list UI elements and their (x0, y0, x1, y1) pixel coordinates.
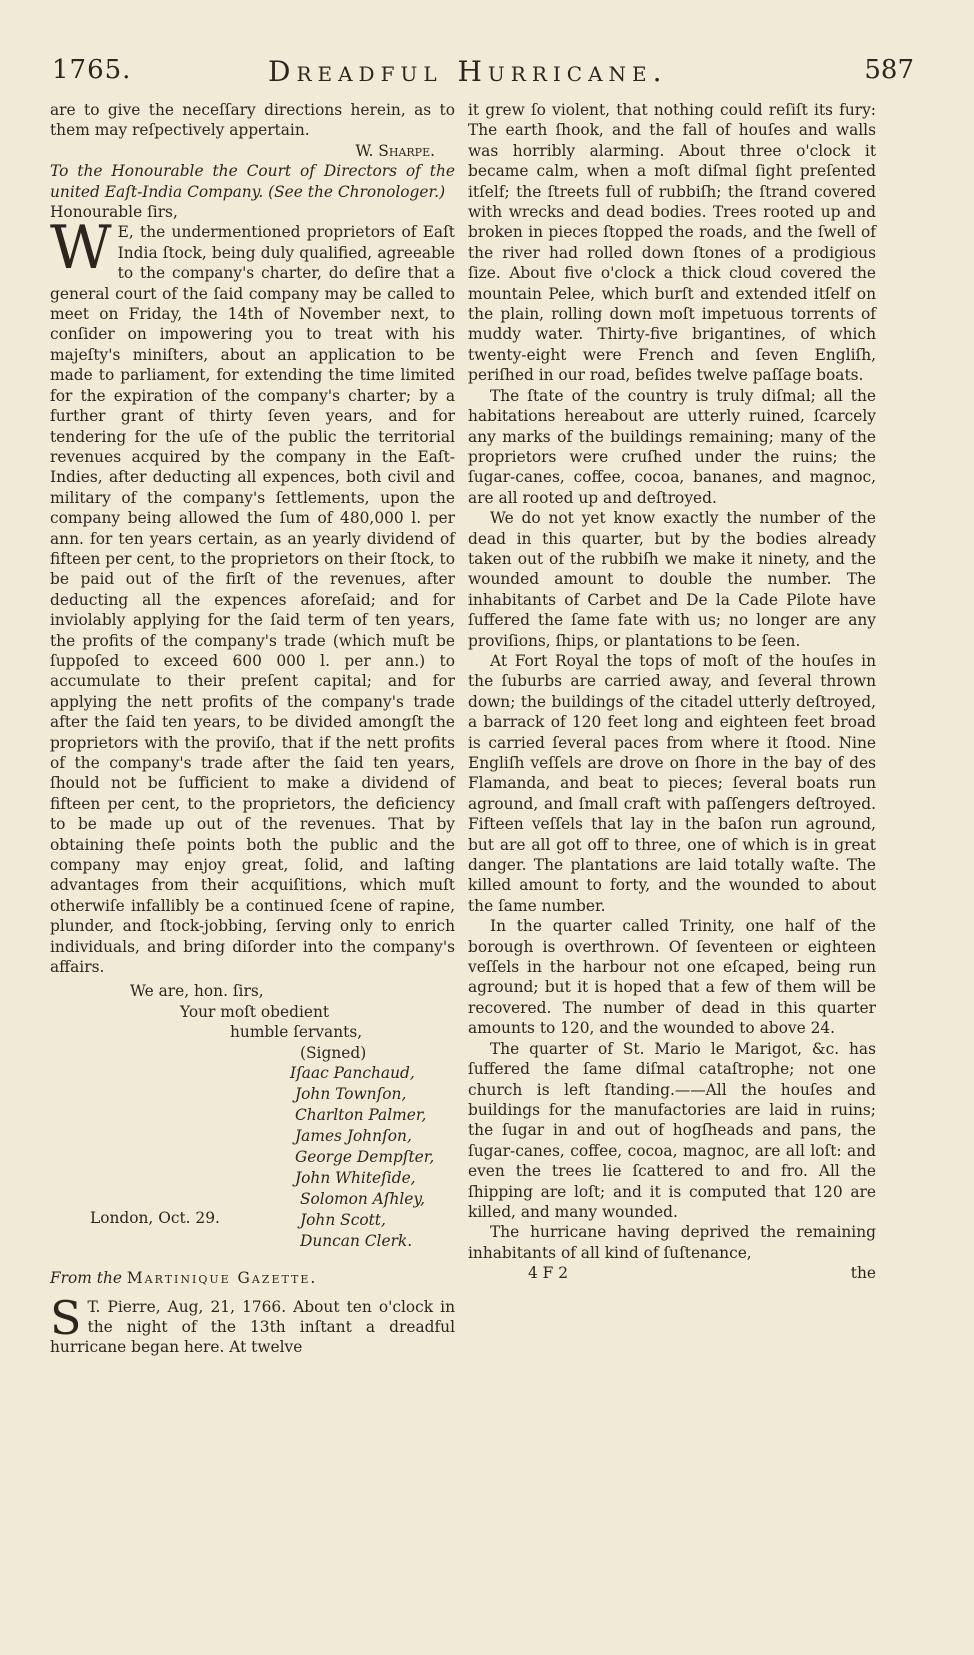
signatory-name: John Scott, (300, 1211, 386, 1230)
signature-mark: 4 F 2 (528, 1264, 569, 1283)
closing-line: humble ſervants, (230, 1023, 363, 1042)
header-title: Dreadful Hurricane. (268, 55, 668, 88)
intro-signature: W. Sharpe. (355, 141, 435, 160)
paragraph: The ſtate of the country is truly diſmal; all the habitations hereabout are utterly ruined, ſcarcely any marks of the buildings remaining; many of the proprietors were cruſhed under the ruins; the ſugar-canes, coffee, cocoa, bananes, and magnoc, are all rooted up and deſtroyed. (468, 386, 876, 507)
header-year: 1765. (52, 55, 132, 85)
signatory-name: John Townſon, (295, 1085, 407, 1104)
gazette-from: From the (50, 1269, 122, 1288)
paragraph: The quarter of St. Mario le Marigot, &c. has ſuffered the ſame diſmal cataſtrophe; not one church is left ſtanding.——All the houſes and buildings for the manufactories are laid in ruins; the ſugar in and out of hogſheads and pans, the ſugar-canes, coffee, cocoa, magnoc, are all loſt: and even the trees lie ſcattered to and fro. All the ſhipping are loſt; and it is computed that 120 are killed, and many wounded. (468, 1039, 876, 1221)
letter-body (50, 213, 455, 977)
gazette-heading (50, 1268, 455, 1288)
paragraph: it grew ſo violent, that nothing could reſiſt its fury: The earth ſhook, and the fall of houſes and walls was horribly alarming. About three o'clock it became calm, when a moſt diſmal ſight preſented itſelf; the ſtreets full of rubbiſh; the ſtrand covered with wrecks and dead bodies. Trees rooted up and broken in pieces ſtopped the roads, and the ſwell of the river had rolled down ſtones of a prodigious ſize. About five o'clock a thick cloud covered the mountain Pelee, which burſt and extended itſelf on the plain, rolling down moſt impetuous torrents of muddy water. Thirty-five brigantines, of which twenty-eight were French and ſeven Engliſh, periſhed in our road, beſides twelve paſſage boats. (468, 101, 876, 385)
running-header (48, 55, 926, 103)
closing-line: We are, hon. ſirs, (130, 982, 264, 1001)
gazette-body-text: T. Pierre, Aug, 21, 1766. About ten o'clock in the night of the 13th inſtant a dreadful hurricane began here. At twelve (50, 1297, 455, 1357)
letter-body-text: E, the undermentioned proprietors of Eaſt India ſtock, being duly qualified, agreeable to the company's charter, do deſire that a general court of the ſaid company may be called to meet on Friday, the 14th of November next, to conſider on impowering you to treat with his majeſty's miniſters, about an application to be made to parliament, for extending the time limited for the expiration of the company's charter; by a further grant of thirty ſeven years, and for tendering for the uſe of the public the territorial revenues acquired by the company in the Eaſt-Indies, after deducting all expences, both civil and military of the company's ſettlements, upon the company being allowed the ſum of 480,000 l. per ann. for ten years certain, as an yearly dividend of fifteen per cent, to the proprietors on their ſtock, to be paid out of the firſt of the revenues, after deducting all the expences aforeſaid; and for inviolably applying for the ſaid term of ten years, the profits of the company's trade (which muſt be ſuppoſed to exceed 600 000 l. per ann.) to accumulate to their preſent capital; and for applying the nett profits of the company's trade after the ſaid ten years, to be divided amongſt the proprietors with the proviſo, that if the nett profits of the company's trade after the ſaid ten years, ſhould not be ſufficient to make a dividend of fifteen per cent, to the proprietors, the deficiency to be made up out of the revenues. That by obtaining theſe points both the public and the company may enjoy great, ſolid, and laſting advantages from their acquiſitions, which muſt otherwiſe infallibly be a continued ſcene of rapine, plunder, and ſtock-jobbing, ſerving only to enrich individuals, and bring diſorder into the company's affairs. (50, 223, 455, 977)
gazette-body (50, 1290, 455, 1358)
gazette-name: Martinique Gazette. (126, 1269, 318, 1288)
letter-closing (50, 981, 455, 1063)
place-date: London, Oct. 29. (90, 1209, 220, 1228)
letter-address: To the Honourable the Court of Directors of the united Eaſt-India Company. (See the Chronologer.) (50, 162, 455, 201)
signatory-name: Duncan Clerk. (300, 1232, 413, 1251)
right-column (468, 100, 876, 1285)
signatory-name: John Whiteſide, (295, 1169, 416, 1188)
left-column (50, 100, 455, 1358)
catchword: the (850, 1264, 876, 1283)
drop-cap: W (50, 213, 112, 284)
signatories (50, 1063, 455, 1268)
signed-label: (Signed) (300, 1043, 367, 1062)
paragraph: The hurricane having deprived the remaining inhabitants of all kind of ſuſtenance, (468, 1223, 876, 1262)
signatory-name: Iſaac Panchaud, (290, 1064, 415, 1083)
signatory-name: Solomon Aſhley, (300, 1190, 425, 1209)
signatory-name: Charlton Palmer, (295, 1106, 427, 1125)
paragraph: We do not yet know exactly the number of the dead in this quarter, but by the bodies already taken out of the rubbiſh we make it ninety, and the wounded amount to double the number. The inhabitants of Carbet and De la Cade Pilote have ſuffered the ſame fate with us; no longer are any proviſions, ſhips, or plantations to be ſeen. (468, 509, 876, 650)
paragraph: In the quarter called Trinity, one half of the borough is overthrown. Of ſeventeen or eighteen veſſels in the harbour not one eſcaped, being run aground; but it is hoped that a few of them will be recovered. The number of dead in this quarter amounts to 120, and the wounded to above 24. (468, 917, 876, 1038)
paragraph: At Fort Royal the tops of moſt of the houſes in the ſuburbs are carried away, and ſeveral thrown down; the buildings of the citadel utterly deſtroyed, a barrack of 120 feet long and eighteen feet broad is carried ſeveral paces from where it ſtood. Nine Engliſh veſſels are drove on ſhore in the bay of des Flamanda, and beat to pieces; ſeveral boats run aground, and ſmall craft with paſſengers deſtroyed. Fifteen veſſels that lay in the baſon run aground, but are all got off to three, one of which is in great danger. The plantations are laid totally waſte. The killed amount to forty, and the wounded to about the ſame number. (468, 651, 876, 915)
page-footer (468, 1263, 876, 1285)
signatory-name: James Johnſon, (295, 1127, 412, 1146)
gazette-drop-cap: S (50, 1290, 82, 1345)
signatory-name: George Dempſter, (295, 1148, 435, 1167)
page-number: 587 (864, 55, 914, 85)
closing-line: Your moſt obedient (180, 1002, 330, 1021)
intro-text: are to give the neceſſary directions herein, as to them may reſpectively appertain. (50, 101, 455, 140)
letter-salutation: Honourable ſirs, (50, 203, 178, 222)
